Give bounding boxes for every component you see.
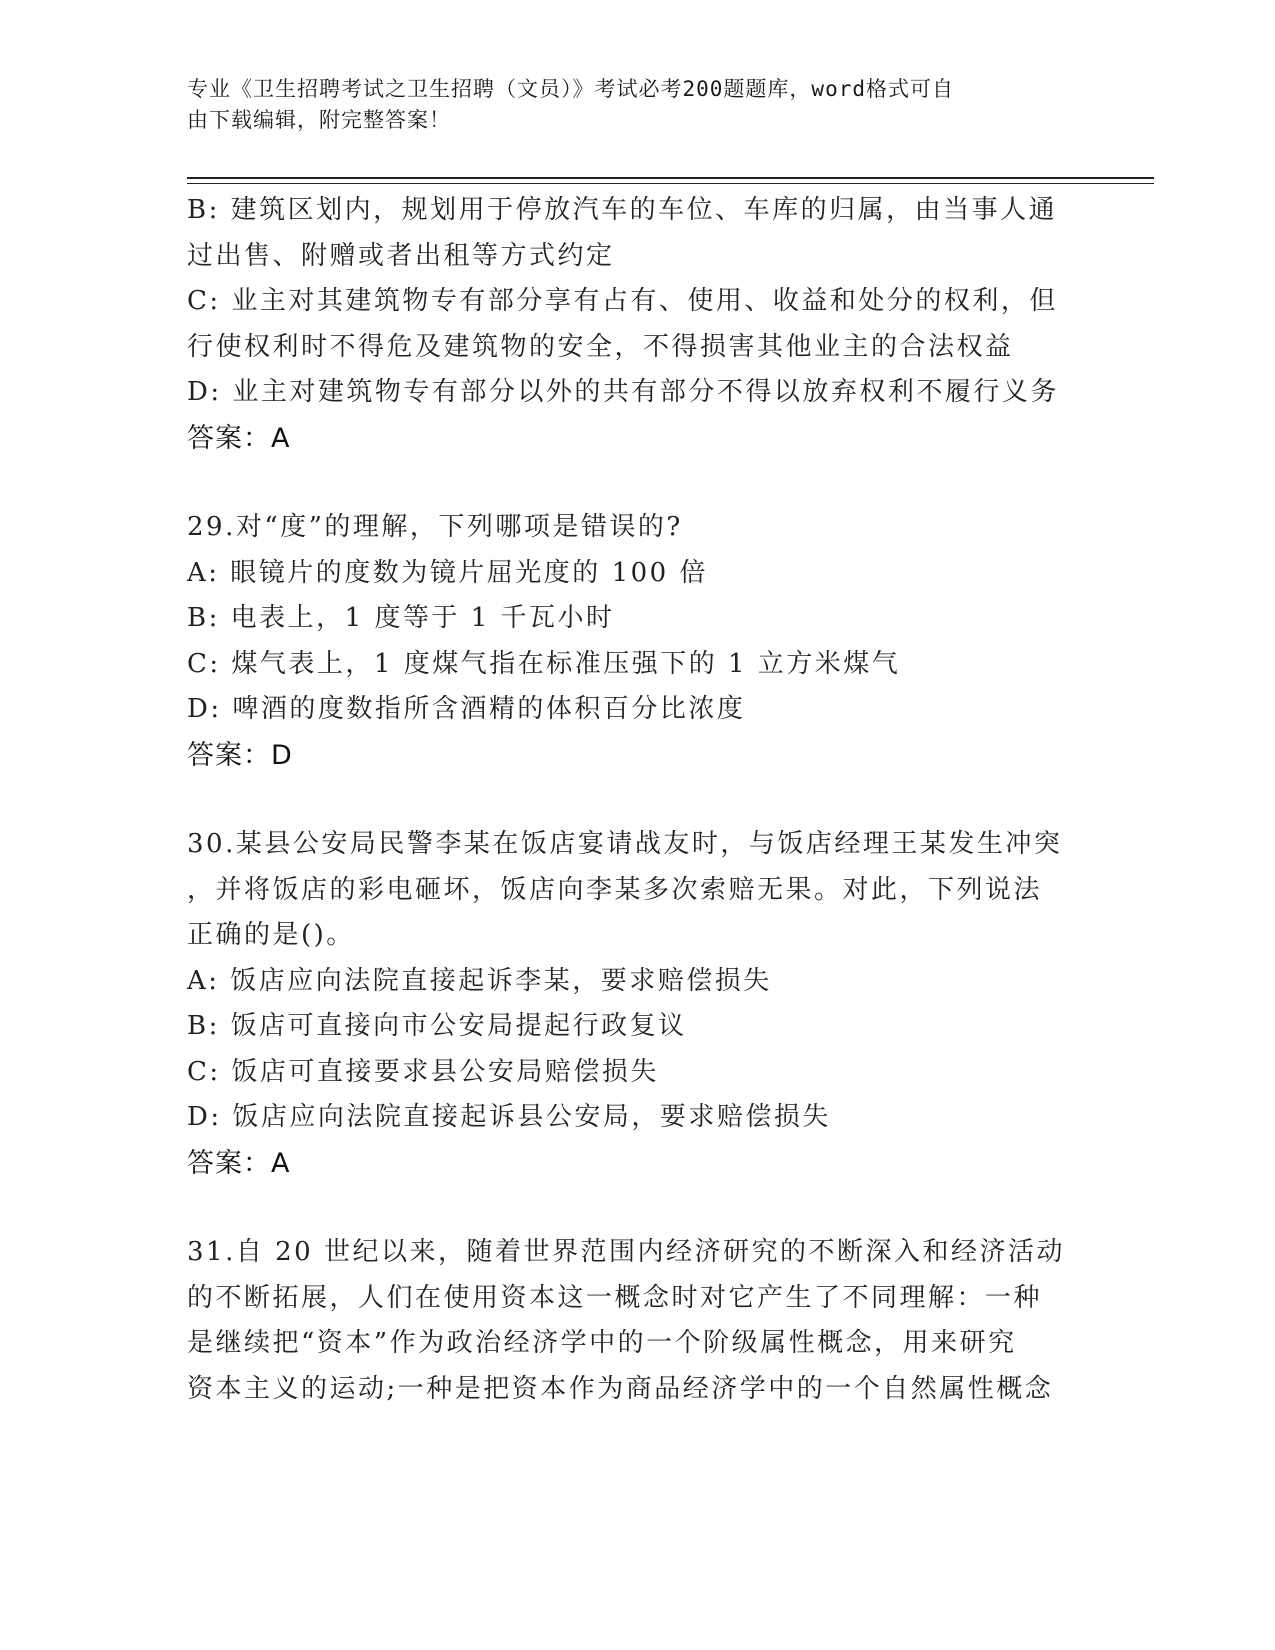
- header-divider-thick: [187, 177, 1154, 179]
- spacer: [187, 461, 1087, 505]
- spacer: [187, 1186, 1087, 1230]
- header-line-1: 专业《卫生招聘考试之卫生招聘（文员）》考试必考200题题库，word格式可自: [187, 77, 954, 101]
- q30-option-c: C: 饭店可直接要求县公安局赔偿损失: [187, 1056, 659, 1087]
- header-line-2: 由下载编辑，附完整答案！: [187, 108, 451, 132]
- q28-option-d: D: 业主对建筑物专有部分以外的共有部分不得以放弃权利不履行义务: [187, 377, 1059, 407]
- q29-option-a: A: 眼镜片的度数为镜片屈光度的 100 倍: [187, 557, 708, 588]
- q31-stem-line-3: 是继续把“资本”作为政治经济学中的一个阶级属性概念，用来研究: [187, 1328, 1017, 1358]
- document-body: [187, 188, 1087, 1412]
- q28-option-b-line-2: 过出售、附赠或者出租等方式约定: [187, 240, 615, 271]
- question-30: [187, 822, 1087, 1186]
- q31-stem-line-1: 31.自 20 世纪以来，随着世界范围内经济研究的不断深入和经济活动: [187, 1237, 1065, 1267]
- q30-option-d: D: 饭店应向法院直接起诉县公安局，要求赔偿损失: [187, 1102, 831, 1132]
- q30-option-b: B: 饭店可直接向市公安局提起行政复议: [187, 1011, 687, 1041]
- q31-stem-line-4: 资本主义的运动;一种是把资本作为商品经济学中的一个自然属性概念: [187, 1373, 1054, 1404]
- q31-stem-line-2: 的不断拓展，人们在使用资本这一概念时对它产生了不同理解：一种: [187, 1282, 1043, 1313]
- q28-option-c-line-1: C: 业主对其建筑物专有部分享有占有、使用、收益和处分的权利，但: [187, 286, 1058, 316]
- question-28: [187, 188, 1087, 461]
- question-29: [187, 505, 1087, 778]
- q30-stem-line-2: ，并将饭店的彩电砸坏，饭店向李某多次索赔无果。对此，下列说法: [187, 874, 1043, 905]
- document-header: [187, 74, 1067, 136]
- question-31: [187, 1230, 1087, 1412]
- q29-answer: 答案：D: [187, 739, 293, 771]
- q29-option-b: B: 电表上，1 度等于 1 千瓦小时: [187, 603, 615, 633]
- q29-option-d: D: 啤酒的度数指所含酒精的体积百分比浓度: [187, 694, 746, 724]
- q30-stem-line-1: 30.某县公安局民警李某在饭店宴请战友时，与饭店经理王某发生冲突: [187, 829, 1063, 859]
- q28-option-c-line-2: 行使权利时不得危及建筑物的安全，不得损害其他业主的合法权益: [187, 331, 1014, 362]
- q30-option-a: A: 饭店应向法院直接起诉李某，要求赔偿损失: [187, 965, 772, 996]
- header-divider-thin: [187, 183, 1154, 184]
- spacer: [187, 778, 1087, 822]
- q30-stem-line-3: 正确的是()。: [187, 920, 355, 950]
- q29-option-c: C: 煤气表上，1 度煤气指在标准压强下的 1 立方米煤气: [187, 648, 901, 679]
- q29-stem: 29.对“度”的理解，下列哪项是错误的?: [187, 512, 683, 542]
- q30-answer: 答案：A: [187, 1147, 291, 1179]
- q28-option-b-line-1: B: 建筑区划内，规划用于停放汽车的车位、车库的归属，由当事人通: [187, 195, 1058, 225]
- q28-answer: 答案：A: [187, 422, 291, 454]
